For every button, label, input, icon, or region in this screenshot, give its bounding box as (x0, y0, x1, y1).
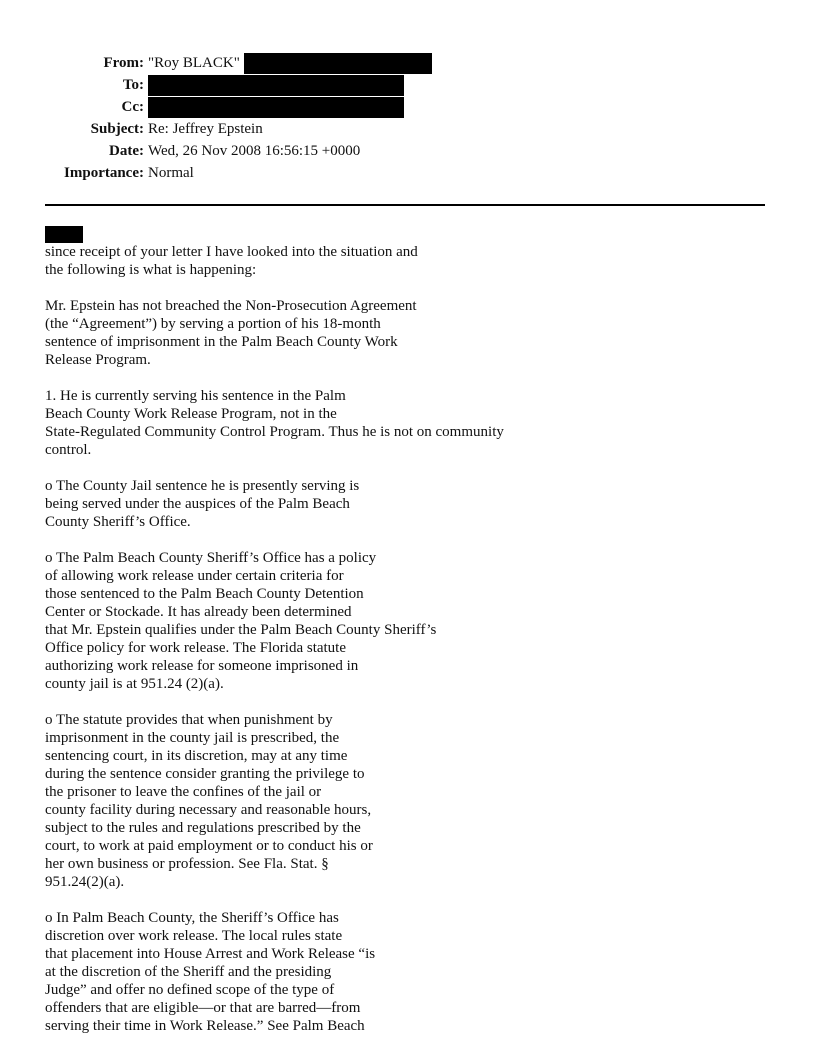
body-line: being served under the auspices of the Palm Beach (45, 496, 350, 512)
body-line: control. (45, 442, 92, 458)
body-line: Beach County Work Release Program, not in the (45, 406, 337, 422)
body-line: (the “Agreement”) by serving a portion of his 18-month (45, 316, 381, 332)
body-line: those sentenced to the Palm Beach County Detention (45, 586, 364, 602)
redaction-block (148, 75, 404, 96)
body-line: sentencing court, in its discretion, may at any time (45, 748, 348, 764)
redaction-block (148, 97, 404, 118)
subject-value: Re: Jeffrey Epstein (148, 121, 263, 137)
cc-value (148, 96, 404, 118)
body-line: during the sentence consider granting the privilege to (45, 766, 365, 782)
body-line: 1. He is currently serving his sentence in the Palm (45, 388, 346, 404)
email-header (0, 52, 816, 184)
body-line: Release Program. (45, 352, 151, 368)
importance-row (0, 162, 816, 184)
body-line: o The Palm Beach County Sheriff’s Office has a policy (45, 550, 377, 566)
body-line: the following is what is happening: (45, 262, 257, 278)
body-line: county facility during necessary and reasonable hours, (45, 802, 372, 818)
to-value (148, 74, 404, 96)
subject-label: Subject: (90, 121, 144, 137)
email-body (45, 226, 785, 1053)
to-row (0, 74, 816, 96)
body-paragraph (45, 387, 785, 459)
redaction-block (244, 53, 432, 74)
body-line: 951.24(2)(a). (45, 874, 125, 890)
body-paragraph (45, 711, 785, 891)
body-line: sentence of imprisonment in the Palm Beach County Work (45, 334, 398, 350)
cc-label: Cc: (121, 99, 144, 115)
body-line: that placement into House Arrest and Work Release “is (45, 946, 376, 962)
body-line: that Mr. Epstein qualifies under the Palm Beach County Sheriff’s (45, 622, 437, 638)
body-line: o The statute provides that when punishment by (45, 712, 333, 728)
body-line: her own business or profession. See Fla. Stat. § (45, 856, 329, 872)
to-label: To: (122, 77, 144, 93)
body-line: imprisonment in the county jail is prescribed, the (45, 730, 340, 746)
from-sender-name: "Roy BLACK" (148, 55, 240, 71)
body-line: County Sheriff’s Office. (45, 514, 191, 530)
body-line: the prisoner to leave the confines of the jail or (45, 784, 322, 800)
body-line: offenders that are eligible—or that are barred—from (45, 1000, 361, 1016)
header-divider (45, 204, 765, 206)
body-line: authorizing work release for someone imprisoned in (45, 658, 359, 674)
body-line: o In Palm Beach County, the Sheriff’s Office has (45, 910, 339, 926)
body-paragraph (45, 477, 785, 531)
body-line: discretion over work release. The local rules state (45, 928, 343, 944)
body-line: State-Regulated Community Control Program. Thus he is not on community (45, 424, 504, 440)
importance-value: Normal (148, 165, 194, 181)
from-value (148, 52, 432, 74)
date-row (0, 140, 816, 162)
body-line: county jail is at 951.24 (2)(a). (45, 676, 224, 692)
body-line: o The County Jail sentence he is presently serving is (45, 478, 360, 494)
body-paragraph (45, 226, 785, 279)
subject-row (0, 118, 816, 140)
body-line: serving their time in Work Release.” See Palm Beach (45, 1018, 365, 1034)
body-line: Office policy for work release. The Florida statute (45, 640, 347, 656)
body-line: Mr. Epstein has not breached the Non-Prosecution Agreement (45, 298, 417, 314)
body-line: at the discretion of the Sheriff and the presiding (45, 964, 332, 980)
importance-label: Importance: (64, 165, 144, 181)
body-line-text: since receipt of your letter I have looked into the situation and (45, 244, 418, 260)
cc-row (0, 96, 816, 118)
body-paragraph (45, 549, 785, 693)
date-value: Wed, 26 Nov 2008 16:56:15 +0000 (148, 143, 361, 159)
from-row (0, 52, 816, 74)
body-line (45, 226, 785, 261)
redaction-block (45, 226, 83, 243)
body-line: Center or Stockade. It has already been determined (45, 604, 352, 620)
body-line: of allowing work release under certain criteria for (45, 568, 344, 584)
date-label: Date: (109, 143, 144, 159)
from-label: From: (103, 55, 144, 71)
body-line: subject to the rules and regulations prescribed by the (45, 820, 361, 836)
body-paragraph (45, 909, 785, 1035)
body-paragraph (45, 297, 785, 369)
body-line: court, to work at paid employment or to conduct his or (45, 838, 373, 854)
body-line: Judge” and offer no defined scope of the type of (45, 982, 335, 998)
